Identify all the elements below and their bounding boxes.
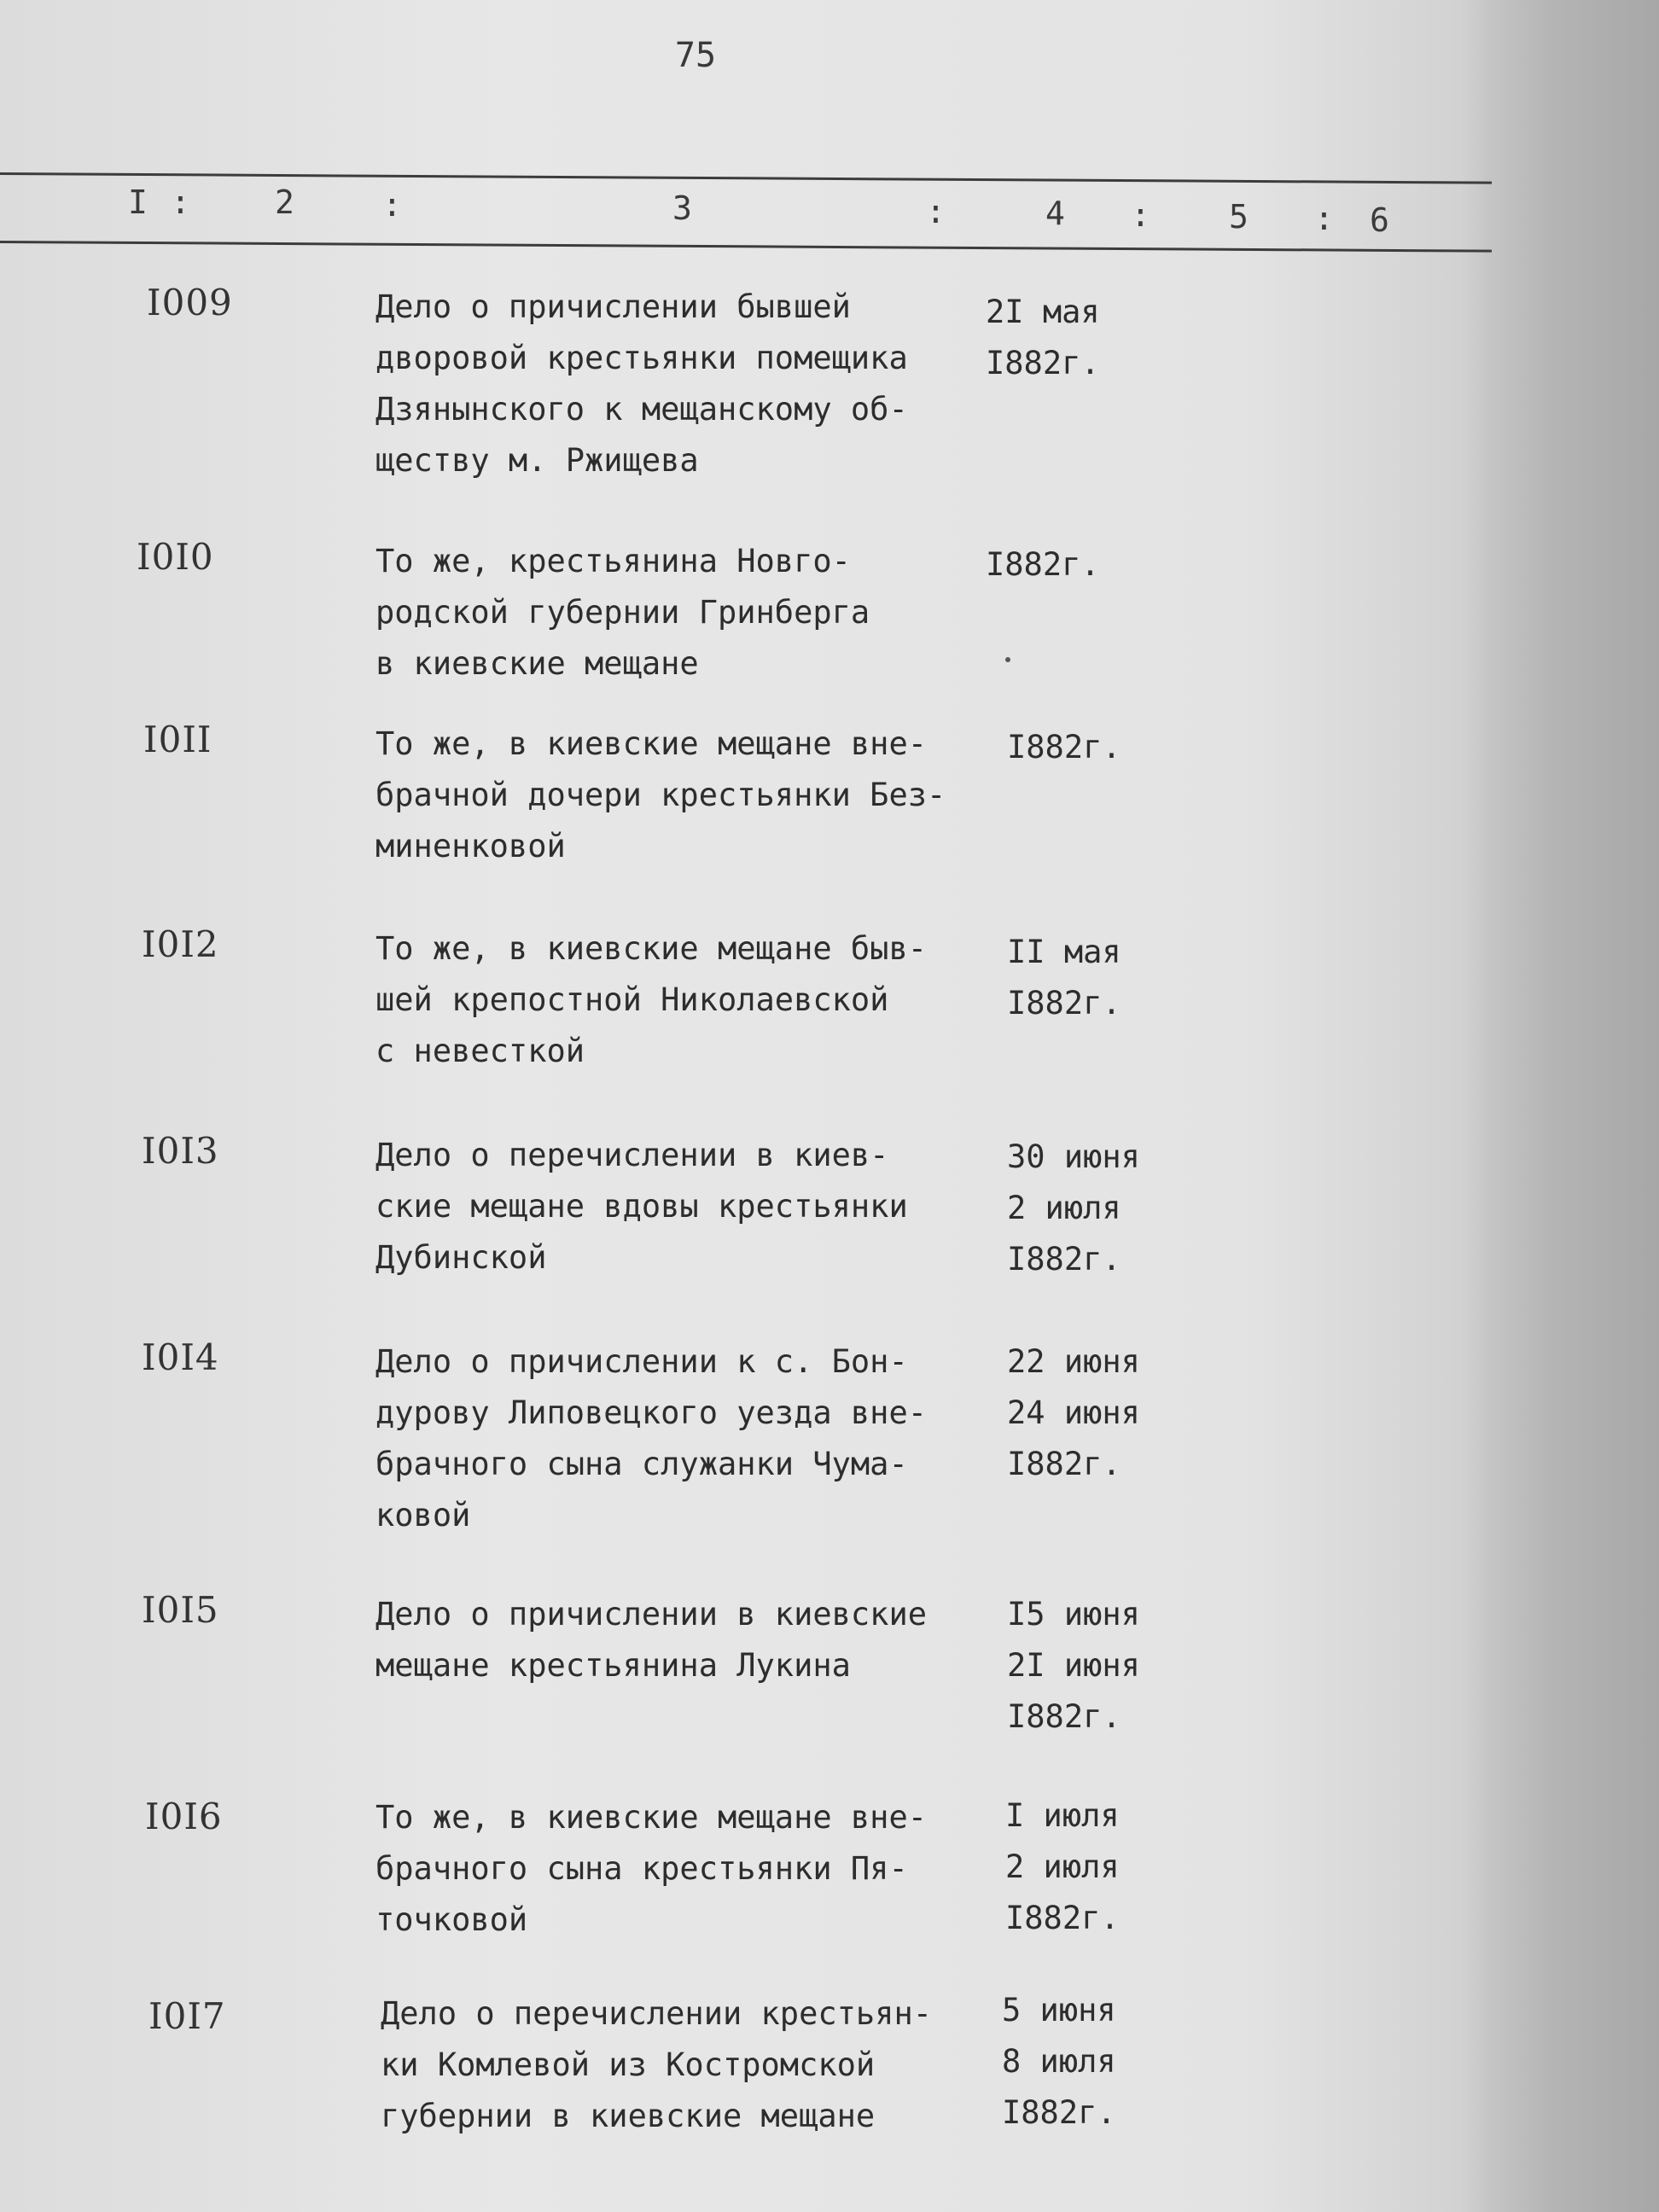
entry-description: Дело о причислении бывшей дворовой крестьянки помещика Дзянынского к мещанскому об- ществу м. Ржищева — [375, 288, 908, 479]
page-edge-shadow — [1485, 0, 1659, 2212]
entry-description: Дело о причислении в киевские мещане крестьянина Лукина — [375, 1596, 928, 1684]
entry-dates: I5 июня 2I июня I882г. — [1007, 1596, 1140, 1735]
entry-number: I0I7 — [148, 1995, 226, 2037]
header-separator: : — [1131, 196, 1150, 234]
header-col-3: 3 — [672, 189, 692, 227]
entry-description: То же, крестьянина Новго- родской губернии Гринберга в киевские мещане — [375, 543, 870, 682]
entry-description: Дело о перечислении крестьян- ки Комлевой из Костромской губернии в киевские мещане — [381, 1995, 933, 2134]
entry-dates: 2I мая I882г. — [986, 294, 1100, 381]
ink-speck — [1005, 657, 1010, 662]
entry-description: То же, в киевские мещане вне- брачной дочери крестьянки Без- миненковой — [375, 725, 946, 864]
entry-dates: 30 июня 2 июля I882г. — [1007, 1138, 1140, 1278]
entry-number: I0I5 — [142, 1589, 219, 1631]
header-separator: : — [1314, 200, 1334, 237]
header-col-5: 5 — [1229, 198, 1249, 236]
header-col-2: 2 — [275, 183, 294, 221]
page-number: 75 — [674, 36, 717, 75]
header-col-6: 6 — [1370, 201, 1389, 239]
entry-number: I0II — [143, 719, 212, 760]
entry-number: I0I0 — [137, 536, 214, 578]
entry-description: Дело о перечислении в киев- ские мещане вдовы крестьянки Дубинской — [375, 1137, 908, 1276]
header-separator: : — [926, 193, 946, 230]
entry-dates: I882г. — [1007, 729, 1121, 765]
header-separator: : — [382, 186, 402, 224]
entry-number: I0I3 — [142, 1130, 219, 1172]
entry-number: I0I4 — [142, 1336, 219, 1378]
entry-number: I0I6 — [145, 1796, 223, 1837]
header-col-4: 4 — [1045, 195, 1065, 232]
entry-number: I0I2 — [142, 923, 219, 965]
entry-dates: I882г. — [986, 546, 1100, 583]
entry-dates: 22 июня 24 июня I882г. — [1007, 1343, 1140, 1482]
entry-dates: I июля 2 июля I882г. — [1005, 1797, 1120, 1936]
entry-number: I009 — [147, 282, 233, 323]
entry-description: То же, в киевские мещане быв- шей крепостной Николаевской с невесткой — [375, 930, 928, 1069]
entry-description: Дело о причислении к с. Бон- дурову Липовецкого уезда вне- брачного сына служанки Чума- ковой — [375, 1343, 928, 1534]
header-col-1: I — [128, 183, 148, 221]
header-separator: : — [171, 183, 190, 221]
entry-description: То же, в киевские мещане вне- брачного сына крестьянки Пя- точковой — [375, 1799, 928, 1938]
entry-dates: II мая I882г. — [1007, 934, 1121, 1022]
entry-dates: 5 июня 8 июля I882г. — [1002, 1992, 1116, 2131]
